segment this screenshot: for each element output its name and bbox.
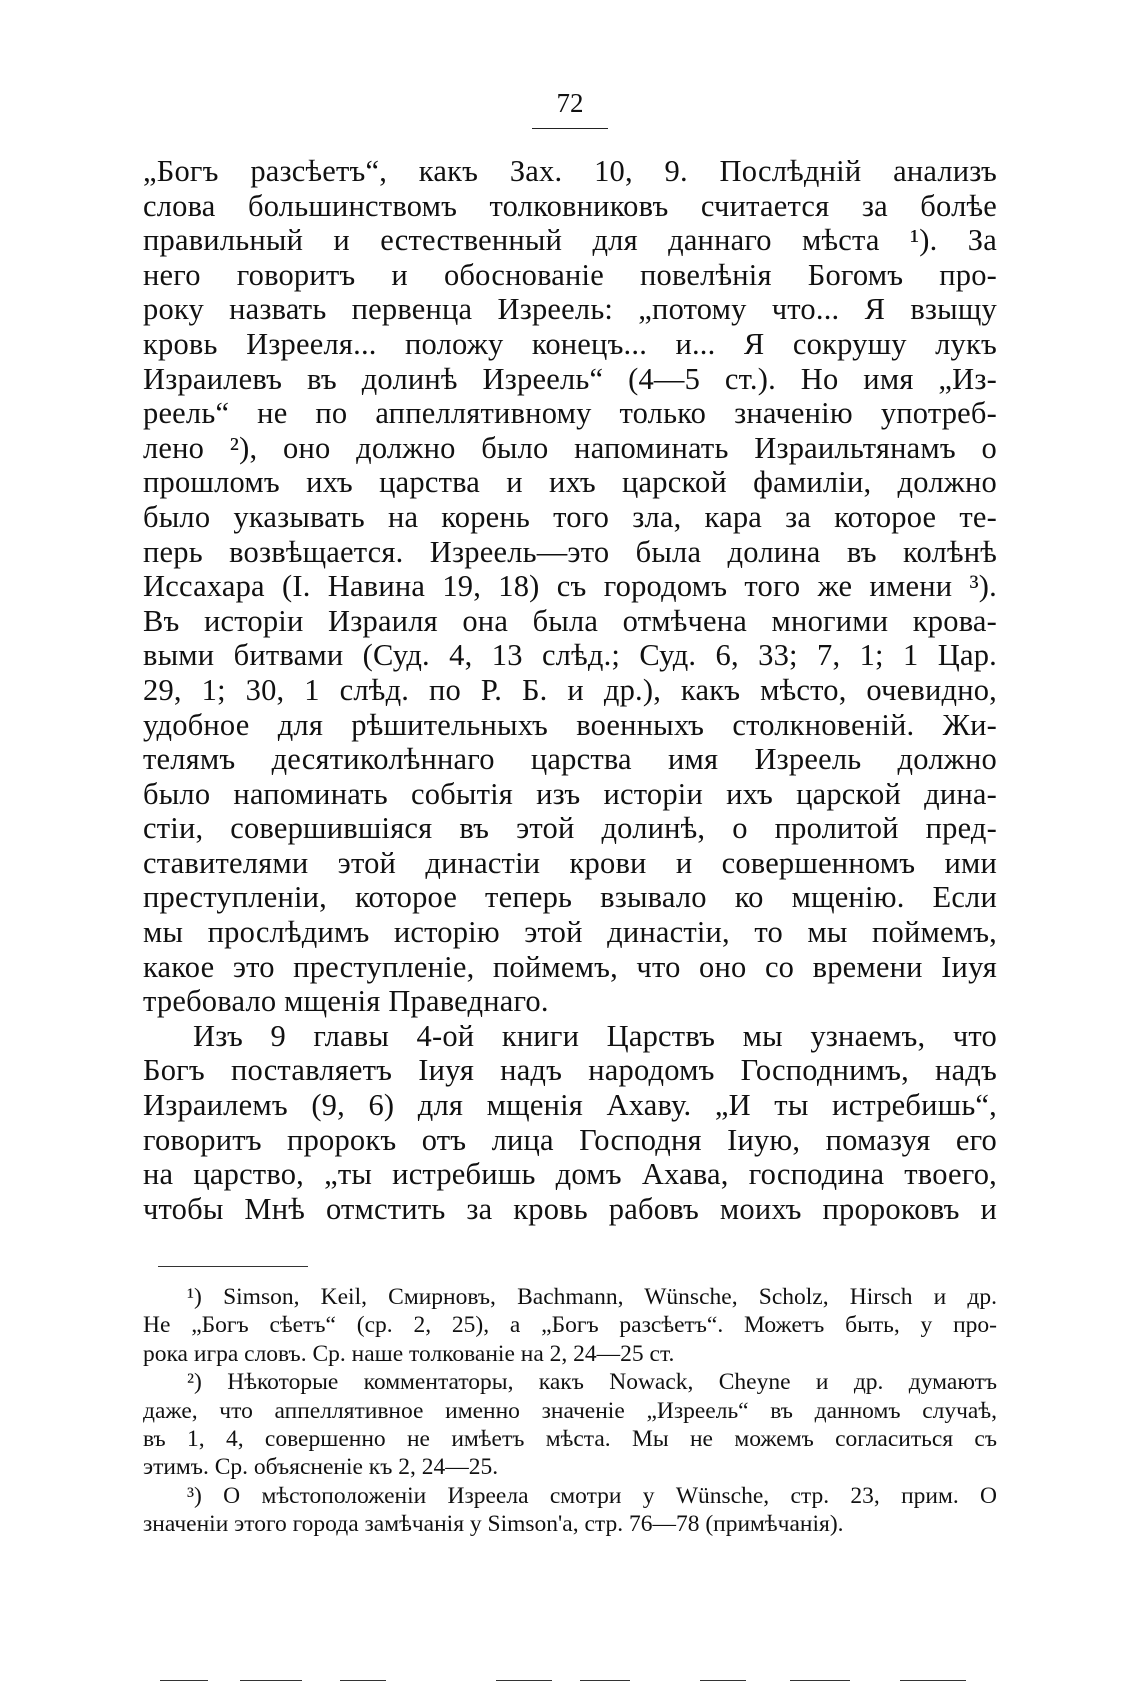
- footnote-line: въ 1, 4, совершенно не имѣетъ мѣста. Мы не можемъ согласиться съ: [143, 1426, 997, 1453]
- text-line: реель“ не по аппеллятивному только значенію употреб-: [143, 396, 997, 431]
- text-line: было указывать на корень того зла, кара за которое те-: [143, 499, 997, 534]
- text-line: перь возвѣщается. Изреель—это была долина въ колѣнѣ: [143, 534, 997, 569]
- text-line: телямъ десятиколѣннаго царства имя Изреель должно: [143, 742, 997, 777]
- text-line: Иссахара (І. Навина 19, 18) съ городомъ того же имени ³).: [143, 569, 997, 604]
- text-line: Богъ поставляетъ Іиуя надъ народомъ Господнимъ, надъ: [143, 1053, 997, 1088]
- footnotes: [143, 1283, 997, 1539]
- footnote-line: Не „Богъ сѣетъ“ (ср. 2, 25), а „Богъ разсѣетъ“. Можетъ быть, у про-: [143, 1312, 997, 1339]
- text-line: правильный и естественный для даннаго мѣста ¹). За: [143, 223, 997, 258]
- text-line: преступленіи, которое теперь взывало ко мщенію. Если: [143, 880, 997, 915]
- text-line: ставителями этой династіи крови и совершенномъ ими: [143, 845, 997, 880]
- footnote-line: ³) О мѣстоположеніи Изреела смотри у Wünsche, стр. 23, прим. О: [187, 1482, 997, 1509]
- text-line: Изъ 9 главы 4-ой книги Царствъ мы узнаемъ, что: [193, 1018, 997, 1053]
- text-line: 29, 1; 30, 1 слѣд. по Р. Б. и др.), какъ мѣсто, очевидно,: [143, 672, 997, 707]
- footnote-line: этимъ. Ср. объясненіе къ 2, 24—25.: [143, 1454, 499, 1481]
- text-line: слова большинствомъ толковниковъ считается за болѣе: [143, 188, 997, 223]
- main-text: [143, 154, 997, 1226]
- text-line: „Богъ разсѣетъ“, какъ Зах. 10, 9. Послѣдній анализъ: [143, 154, 997, 188]
- text-line: Израилевъ въ долинѣ Изреель“ (4—5 ст.). Но имя „Из-: [143, 361, 997, 396]
- text-line: удобное для рѣшительныхъ военныхъ столкновеній. Жи-: [143, 707, 997, 742]
- footnote-separator: [158, 1266, 308, 1267]
- text-line: выми битвами (Суд. 4, 13 слѣд.; Суд. 6, 33; 7, 1; 1 Цар.: [143, 638, 997, 673]
- footnote-line: ¹) Simson, Keil, Смирновъ, Bachmann, Wünsche, Scholz, Hirsch и др.: [187, 1284, 997, 1310]
- text-line: говоритъ пророкъ отъ лица Господня Іиую, помазуя его: [143, 1122, 997, 1157]
- text-line: стіи, совершившіяся въ этой долинѣ, о пролитой пред-: [143, 811, 997, 846]
- bottom-edge-marks: [0, 1680, 1140, 1684]
- text-line: было напоминать событія изъ исторіи ихъ царской дина-: [143, 776, 997, 811]
- text-line: Въ исторіи Израиля она была отмѣчена многими крова-: [143, 603, 997, 638]
- text-line: чтобы Мнѣ отмстить за кровь рабовъ моихъ пророковъ и: [143, 1191, 997, 1226]
- text-line: лено ²), оно должно было напоминать Израильтянамъ о: [143, 430, 997, 465]
- text-line: на царство, „ты истребишь домъ Ахава, господина твоего,: [143, 1157, 997, 1192]
- text-line: Израилемъ (9, 6) для мщенія Ахаву. „И ты истребишь“,: [143, 1088, 997, 1123]
- text-line: мы прослѣдимъ исторію этой династіи, то мы поймемъ,: [143, 915, 997, 950]
- text-line: прошломъ ихъ царства и ихъ царской фамиліи, должно: [143, 465, 997, 500]
- footnote-line: рока игра словъ. Ср. наше толкованіе на 2, 24—25 ст.: [143, 1340, 675, 1367]
- text-line: него говоритъ и обоснованіе повелѣнія Богомъ про-: [143, 257, 997, 292]
- text-line: какое это преступленіе, поймемъ, что оно со времени Іиуя: [143, 949, 997, 984]
- footnote-line: даже, что аппеллятивное именно значеніе „Изреель“ въ данномъ случаѣ,: [143, 1397, 997, 1424]
- page-number: 72: [556, 88, 584, 118]
- footnote-line: ²) Нѣкоторые комментаторы, какъ Nowack, Cheyne и др. думаютъ: [187, 1369, 997, 1396]
- text-line: року назвать первенца Изреель: „потому что... Я взыщу: [143, 292, 997, 327]
- page-number-underline: [532, 128, 608, 129]
- text-line: требовало мщенія Праведнаго.: [143, 984, 549, 1019]
- text-line: кровь Изрееля... положу конецъ... и... Я сокрушу лукъ: [143, 326, 997, 361]
- footnote-line: значеніи этого города замѣчанія у Simson'а, стр. 76—78 (примѣчанія).: [143, 1511, 844, 1538]
